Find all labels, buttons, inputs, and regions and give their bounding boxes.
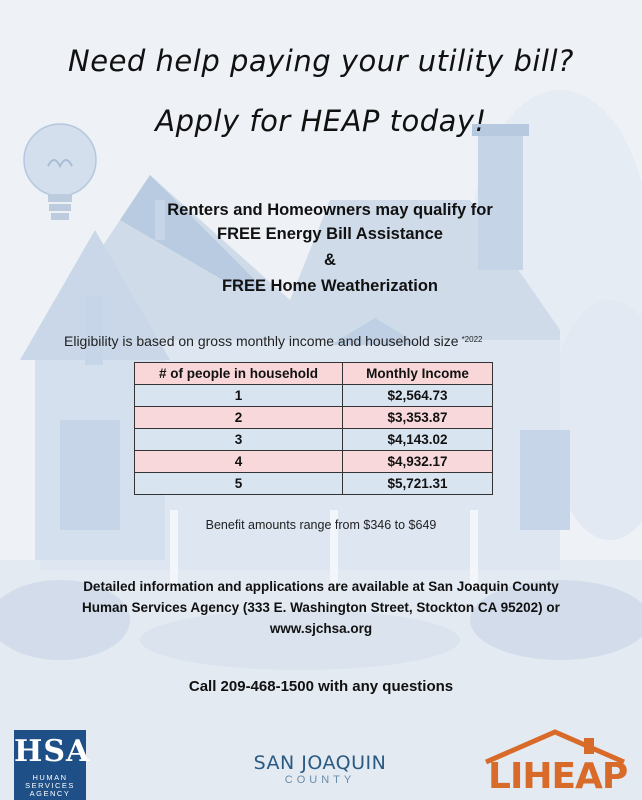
monthly-income-cell: $2,564.73	[343, 385, 493, 407]
eligibility-text	[64, 333, 482, 349]
headline-line-2: Apply for HEAP today!	[155, 104, 487, 138]
sj-logo-name: SAN JOAQUIN	[253, 752, 387, 774]
eligibility-year-note: *2022	[461, 335, 483, 344]
hsa-logo-word-3: AGENCY	[29, 789, 71, 798]
offer-line-3: &	[324, 251, 336, 269]
details-line-1: Detailed information and applications are available at San Joaquin County	[83, 579, 559, 594]
hsa-logo-word-2: SERVICES	[25, 781, 75, 790]
call-phone-text: Call 209-468-1500 with any questions	[188, 678, 454, 695]
monthly-income-cell: $4,143.02	[343, 429, 493, 451]
monthly-income-cell: $5,721.31	[343, 473, 493, 495]
table-row	[135, 385, 493, 407]
table-row	[135, 407, 493, 429]
table-row	[135, 429, 493, 451]
headline-line-1: Need help paying your utility bill?	[68, 44, 574, 78]
details-line-2: Human Services Agency (333 E. Washington Street, Stockton CA 95202) or	[82, 600, 560, 615]
table-row	[135, 473, 493, 495]
details-block	[50, 576, 592, 639]
sj-logo-county: COUNTY	[284, 774, 356, 786]
household-size-cell: 5	[135, 473, 343, 495]
liheap-logo	[480, 728, 630, 800]
hsa-logo-letters: HSA	[14, 734, 91, 769]
hsa-logo-subtitle	[14, 774, 86, 798]
details-website-link[interactable]: www.sjchsa.org	[269, 621, 373, 636]
hsa-logo-word-1: HUMAN	[32, 773, 68, 782]
household-size-cell: 3	[135, 429, 343, 451]
monthly-income-cell: $4,932.17	[343, 451, 493, 473]
offer-line-1: Renters and Homeowners may qualify for	[167, 201, 493, 219]
household-size-header: # of people in household	[135, 363, 343, 385]
benefit-range-text: Benefit amounts range from $346 to $649	[205, 518, 437, 532]
eligibility-statement: Eligibility is based on gross monthly income and household size	[64, 333, 459, 349]
offer-line-4: FREE Home Weatherization	[221, 277, 439, 295]
household-size-cell: 1	[135, 385, 343, 407]
monthly-income-cell: $3,353.87	[343, 407, 493, 429]
hsa-logo	[14, 730, 91, 800]
san-joaquin-county-logo	[240, 752, 400, 786]
household-size-cell: 2	[135, 407, 343, 429]
income-table	[134, 362, 493, 495]
liheap-logo-text: LIHEAP	[488, 756, 628, 797]
household-size-cell: 4	[135, 451, 343, 473]
monthly-income-header: Monthly Income	[343, 363, 493, 385]
table-header-row	[135, 363, 493, 385]
offer-line-2: FREE Energy Bill Assistance	[217, 225, 443, 243]
table-row	[135, 451, 493, 473]
